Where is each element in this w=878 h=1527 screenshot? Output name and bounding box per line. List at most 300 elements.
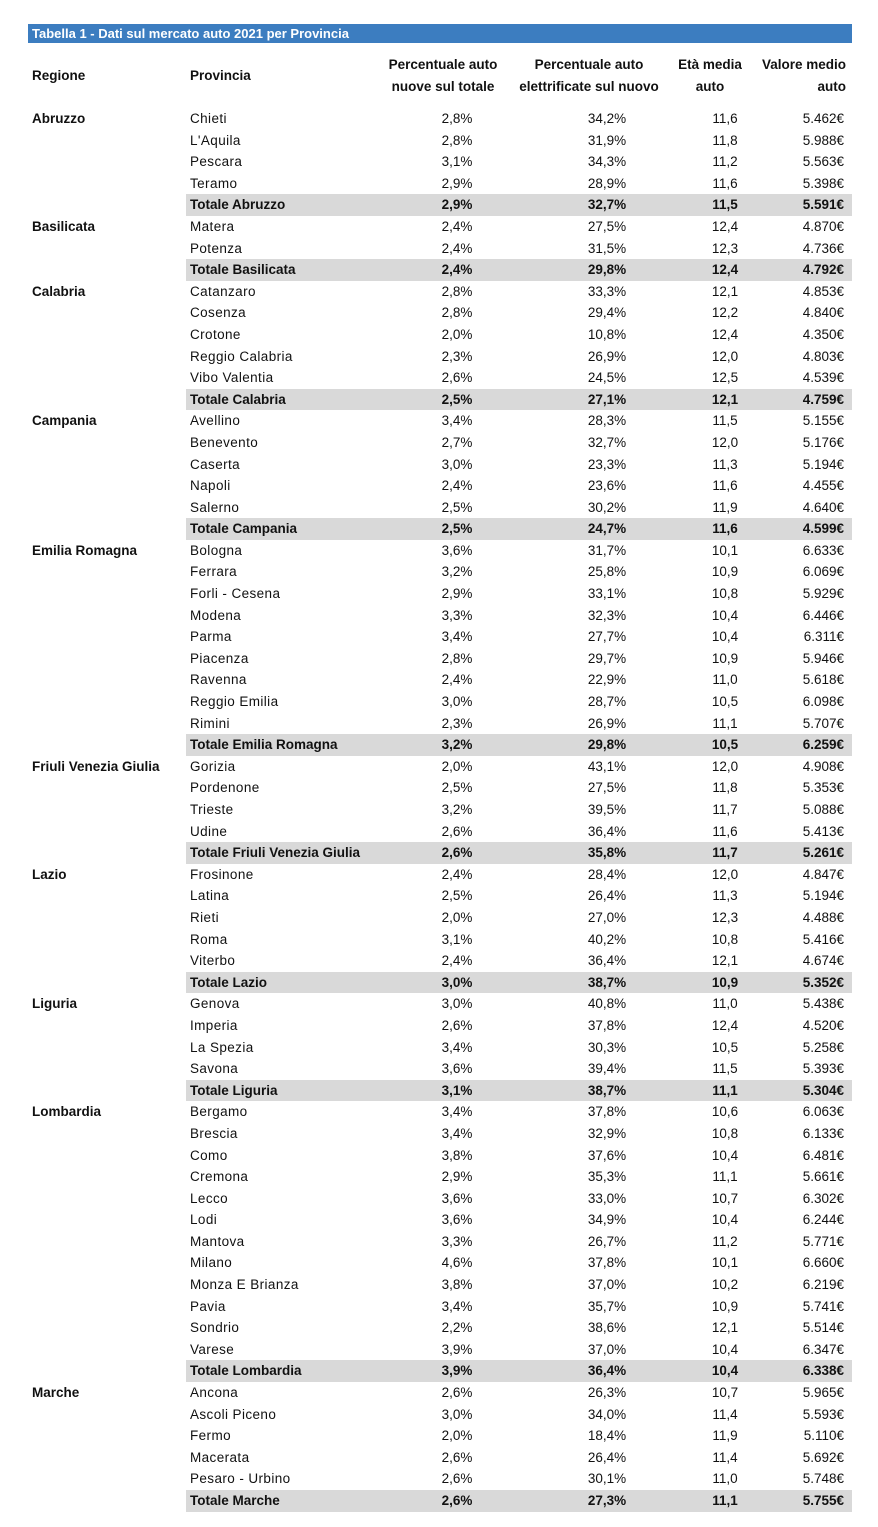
cell-provincia: Pescara <box>190 154 243 170</box>
cell-eta-media: 11,0 <box>712 996 738 1012</box>
cell-perc-nuove: 2,5% <box>441 888 473 904</box>
cell-eta-media: 10,9 <box>711 1298 739 1314</box>
cell-provincia: Totale Lombardia <box>186 1360 376 1382</box>
cell-eta-media: 10,4 <box>711 1341 739 1357</box>
cell-perc-nuove: 3,4% <box>441 1039 473 1055</box>
cell-perc-elettrificate: 34,3% <box>587 154 627 170</box>
cell-perc-elettrificate: 33,1% <box>587 586 627 602</box>
cell-regione <box>28 929 186 951</box>
cell-valore-medio: 6.063€ <box>802 1104 844 1120</box>
cell-provincia: Totale Calabria <box>186 389 376 411</box>
cell-valore-medio: 4.539€ <box>802 370 844 386</box>
cell-valore-medio: 5.661€ <box>802 1169 844 1185</box>
cell-eta-media: 12,5 <box>711 370 739 386</box>
cell-provincia: Potenza <box>190 240 243 256</box>
cell-provincia: Matera <box>190 218 235 234</box>
cell-perc-nuove: 3,9% <box>441 1341 473 1357</box>
cell-regione <box>28 238 186 260</box>
table-row <box>28 885 852 907</box>
cell-perc-elettrificate: 27,7% <box>587 629 627 645</box>
cell-provincia: Crotone <box>190 326 241 342</box>
table-row <box>28 691 852 713</box>
cell-provincia: Catanzaro <box>190 283 256 299</box>
cell-provincia: Ancona <box>190 1385 239 1401</box>
cell-perc-elettrificate: 32,3% <box>587 607 627 623</box>
cell-regione <box>28 626 186 648</box>
table-row <box>28 432 852 454</box>
cell-provincia: Savona <box>190 1061 239 1077</box>
cell-regione <box>28 151 186 173</box>
cell-perc-elettrificate: 28,7% <box>587 694 627 710</box>
table-row <box>28 454 852 476</box>
cell-perc-elettrificate: 37,8% <box>587 1017 627 1033</box>
cell-eta-media: 11,5 <box>712 1061 738 1077</box>
table-row <box>28 929 852 951</box>
cell-perc-nuove: 2,8% <box>441 111 473 126</box>
cell-provincia: Caserta <box>190 456 241 472</box>
total-row <box>28 734 852 756</box>
header-perc-elettrificate: Percentuale auto elettrificate sul nuovo <box>519 57 659 94</box>
cell-valore-medio: 5.194€ <box>802 888 844 904</box>
cell-eta-media: 10,4 <box>711 1147 739 1163</box>
cell-eta-media: 10,8 <box>711 931 739 947</box>
table-row <box>28 475 852 497</box>
cell-regione <box>28 1166 186 1188</box>
cell-provincia: Rimini <box>190 715 230 731</box>
cell-valore-medio: 4.674€ <box>802 953 844 969</box>
cell-perc-nuove: 3,2% <box>376 734 510 756</box>
cell-regione <box>28 885 186 907</box>
cell-eta-media: 12,1 <box>668 389 752 411</box>
cell-provincia: Ascoli Piceno <box>190 1406 277 1422</box>
cell-valore-medio: 4.736€ <box>802 240 844 256</box>
cell-provincia: Genova <box>190 996 240 1012</box>
cell-eta-media: 10,9 <box>711 650 739 666</box>
cell-provincia: Ravenna <box>190 672 247 688</box>
cell-regione <box>28 1209 186 1231</box>
cell-perc-nuove: 3,8% <box>441 1277 473 1293</box>
table-row <box>28 238 852 260</box>
cell-eta-media: 11,8 <box>712 780 738 796</box>
cell-perc-nuove: 3,9% <box>376 1360 510 1382</box>
cell-regione <box>28 669 186 691</box>
table-row <box>28 907 852 929</box>
cell-regione <box>28 173 186 195</box>
cell-perc-nuove: 3,2% <box>441 802 473 817</box>
cell-provincia: Viterbo <box>190 953 236 969</box>
table-row <box>28 1101 852 1123</box>
cell-perc-nuove: 3,3% <box>441 607 473 623</box>
cell-perc-nuove: 2,6% <box>441 1385 473 1401</box>
cell-perc-elettrificate: 32,9% <box>587 1125 627 1141</box>
cell-eta-media: 12,1 <box>711 283 739 299</box>
table-row <box>28 1123 852 1145</box>
cell-perc-elettrificate: 40,8% <box>587 996 627 1012</box>
cell-perc-elettrificate: 26,4% <box>587 1449 627 1465</box>
cell-eta-media: 11,6 <box>668 518 752 540</box>
cell-valore-medio: 5.748€ <box>802 1471 844 1487</box>
cell-eta-media: 12,0 <box>711 434 739 450</box>
table-row <box>28 648 852 670</box>
cell-regione <box>28 950 186 972</box>
cell-eta-media: 11,9 <box>712 1428 738 1444</box>
cell-perc-nuove: 3,1% <box>441 931 473 947</box>
table-row <box>28 605 852 627</box>
cell-perc-nuove: 3,8% <box>441 1147 473 1163</box>
cell-valore-medio: 4.847€ <box>802 866 844 882</box>
cell-perc-elettrificate: 10,8% <box>587 326 627 342</box>
table-row <box>28 864 852 886</box>
cell-eta-media: 11,4 <box>712 1406 738 1422</box>
header-perc-nuove: Percentuale auto nuove sul totale <box>388 57 498 94</box>
cell-eta-media: 10,8 <box>711 1125 739 1141</box>
cell-perc-elettrificate: 28,9% <box>587 175 627 191</box>
cell-regione <box>28 1447 186 1469</box>
table-row <box>28 410 852 432</box>
cell-perc-nuove: 3,1% <box>376 1080 510 1102</box>
cell-provincia: Salerno <box>190 499 240 515</box>
cell-perc-nuove: 2,4% <box>441 478 473 494</box>
cell-regione <box>28 713 186 735</box>
cell-valore-medio: 5.258€ <box>802 1039 844 1055</box>
cell-perc-elettrificate: 38,7% <box>510 1080 668 1102</box>
cell-valore-medio: 4.870€ <box>802 218 844 234</box>
cell-perc-nuove: 3,0% <box>376 972 510 994</box>
cell-valore-medio: 5.155€ <box>802 413 844 429</box>
cell-eta-media: 10,1 <box>711 542 739 558</box>
cell-valore-medio: 5.563€ <box>802 154 844 170</box>
cell-perc-nuove: 2,4% <box>441 866 473 882</box>
cell-perc-elettrificate: 36,4% <box>587 823 627 839</box>
cell-regione <box>28 1058 186 1080</box>
table-row <box>28 1296 852 1318</box>
cell-valore-medio: 5.353€ <box>802 780 844 796</box>
total-row <box>28 842 852 864</box>
header-eta-media: Età media auto <box>678 57 742 94</box>
cell-provincia: Teramo <box>190 175 238 191</box>
cell-regione <box>28 605 186 627</box>
cell-regione: Abruzzo <box>32 111 86 126</box>
table-row <box>28 950 852 972</box>
cell-perc-elettrificate: 32,7% <box>587 434 627 450</box>
cell-perc-nuove: 2,0% <box>441 758 473 774</box>
cell-perc-elettrificate: 23,3% <box>587 456 627 472</box>
cell-perc-elettrificate: 37,6% <box>587 1147 627 1163</box>
table-row <box>28 1015 852 1037</box>
cell-regione: Basilicata <box>32 218 96 234</box>
cell-regione <box>28 518 186 540</box>
cell-perc-elettrificate: 39,4% <box>587 1061 627 1077</box>
cell-eta-media: 11,5 <box>712 413 738 429</box>
cell-perc-elettrificate: 26,7% <box>587 1233 627 1249</box>
cell-perc-elettrificate: 26,9% <box>587 715 627 731</box>
cell-perc-elettrificate: 28,4% <box>587 866 627 882</box>
cell-regione <box>28 454 186 476</box>
cell-perc-nuove: 2,0% <box>441 326 473 342</box>
cell-regione <box>28 1468 186 1490</box>
cell-regione <box>28 1490 186 1512</box>
cell-regione <box>28 972 186 994</box>
cell-eta-media: 12,4 <box>711 1017 739 1033</box>
cell-valore-medio: 6.259€ <box>752 734 852 756</box>
cell-provincia: Macerata <box>190 1449 250 1465</box>
cell-eta-media: 10,9 <box>668 972 752 994</box>
total-row <box>28 389 852 411</box>
cell-perc-elettrificate: 24,7% <box>510 518 668 540</box>
cell-eta-media: 10,4 <box>668 1360 752 1382</box>
cell-eta-media: 10,8 <box>711 586 739 602</box>
cell-perc-nuove: 2,4% <box>441 218 473 234</box>
cell-perc-nuove: 2,4% <box>441 240 473 256</box>
cell-valore-medio: 4.840€ <box>802 305 844 321</box>
cell-perc-elettrificate: 34,2% <box>587 111 627 126</box>
table-row <box>28 1447 852 1469</box>
cell-perc-nuove: 2,6% <box>376 842 510 864</box>
cell-perc-elettrificate: 36,4% <box>587 953 627 969</box>
total-row <box>28 1360 852 1382</box>
cell-valore-medio: 5.413€ <box>802 823 844 839</box>
cell-valore-medio: 5.304€ <box>752 1080 852 1102</box>
cell-valore-medio: 6.098€ <box>802 694 844 710</box>
cell-provincia: Fermo <box>190 1428 232 1444</box>
cell-perc-nuove: 3,4% <box>441 1104 473 1120</box>
cell-perc-elettrificate: 18,4% <box>587 1428 627 1444</box>
cell-provincia: Totale Friuli Venezia Giulia <box>186 842 376 864</box>
cell-provincia: L'Aquila <box>190 132 241 148</box>
cell-valore-medio: 5.462€ <box>802 111 844 126</box>
cell-perc-nuove: 3,4% <box>441 1125 473 1141</box>
table-row <box>28 324 852 346</box>
cell-regione <box>28 1037 186 1059</box>
cell-valore-medio: 5.416€ <box>802 931 844 947</box>
cell-perc-elettrificate: 34,9% <box>587 1212 627 1228</box>
table-row <box>28 1188 852 1210</box>
cell-perc-nuove: 2,9% <box>441 1169 473 1185</box>
cell-perc-elettrificate: 30,3% <box>587 1039 627 1055</box>
cell-provincia: Udine <box>190 823 228 839</box>
table-container <box>28 24 852 1512</box>
cell-perc-nuove: 2,0% <box>441 909 473 925</box>
cell-provincia: Piacenza <box>190 650 249 666</box>
cell-perc-nuove: 2,6% <box>441 1017 473 1033</box>
cell-regione <box>28 1339 186 1361</box>
table-row <box>28 497 852 519</box>
table-row <box>28 1145 852 1167</box>
cell-regione <box>28 432 186 454</box>
table-row <box>28 756 852 778</box>
cell-provincia: Ferrara <box>190 564 238 580</box>
table-row <box>28 993 852 1015</box>
cell-perc-nuove: 2,3% <box>441 348 473 364</box>
table-row <box>28 108 852 130</box>
cell-perc-nuove: 2,0% <box>441 1428 473 1444</box>
cell-valore-medio: 4.455€ <box>802 478 844 494</box>
cell-regione <box>28 583 186 605</box>
cell-perc-nuove: 3,3% <box>441 1233 473 1249</box>
cell-eta-media: 11,0 <box>712 1471 738 1487</box>
cell-provincia: Totale Lazio <box>186 972 376 994</box>
cell-perc-nuove: 2,8% <box>441 132 473 148</box>
cell-eta-media: 11,4 <box>712 1449 738 1465</box>
cell-perc-elettrificate: 27,5% <box>587 218 627 234</box>
cell-perc-nuove: 3,4% <box>441 629 473 645</box>
table-row <box>28 1468 852 1490</box>
cell-eta-media: 12,3 <box>711 909 739 925</box>
cell-regione <box>28 734 186 756</box>
cell-valore-medio: 6.633€ <box>802 542 844 558</box>
cell-provincia: Totale Marche <box>186 1490 376 1512</box>
cell-valore-medio: 5.593€ <box>802 1406 844 1422</box>
total-row <box>28 1490 852 1512</box>
cell-perc-elettrificate: 28,3% <box>587 413 627 429</box>
cell-provincia: Latina <box>190 888 230 904</box>
cell-eta-media: 10,4 <box>711 629 739 645</box>
cell-valore-medio: 6.069€ <box>802 564 844 580</box>
table-row <box>28 1037 852 1059</box>
table-row <box>28 583 852 605</box>
cell-provincia: Pordenone <box>190 780 260 796</box>
cell-regione <box>28 907 186 929</box>
cell-perc-elettrificate: 27,5% <box>587 780 627 796</box>
cell-regione <box>28 259 186 281</box>
cell-eta-media: 10,6 <box>711 1104 739 1120</box>
cell-perc-nuove: 2,5% <box>441 780 473 796</box>
cell-valore-medio: 5.261€ <box>752 842 852 864</box>
cell-perc-nuove: 2,9% <box>376 194 510 216</box>
table-row <box>28 561 852 583</box>
cell-valore-medio: 5.398€ <box>802 175 844 191</box>
cell-eta-media: 12,4 <box>668 259 752 281</box>
cell-valore-medio: 5.755€ <box>752 1490 852 1512</box>
cell-perc-elettrificate: 35,8% <box>510 842 668 864</box>
cell-perc-elettrificate: 38,7% <box>510 972 668 994</box>
table-row <box>28 1058 852 1080</box>
cell-perc-elettrificate: 27,3% <box>510 1490 668 1512</box>
cell-valore-medio: 5.692€ <box>802 1449 844 1465</box>
cell-perc-nuove: 3,0% <box>441 1406 473 1422</box>
cell-perc-elettrificate: 37,8% <box>587 1255 627 1271</box>
cell-provincia: Lecco <box>190 1190 229 1206</box>
table-row <box>28 130 852 152</box>
cell-provincia: Totale Campania <box>186 518 376 540</box>
cell-perc-nuove: 3,6% <box>441 1061 473 1077</box>
cell-perc-elettrificate: 36,4% <box>510 1360 668 1382</box>
cell-eta-media: 11,3 <box>712 456 738 472</box>
cell-regione <box>28 691 186 713</box>
cell-perc-nuove: 3,2% <box>441 564 473 580</box>
cell-perc-nuove: 3,0% <box>441 996 473 1012</box>
table-row <box>28 821 852 843</box>
cell-perc-elettrificate: 29,7% <box>587 650 627 666</box>
cell-provincia: Monza E Brianza <box>190 1277 299 1293</box>
cell-valore-medio: 4.759€ <box>752 389 852 411</box>
cell-perc-nuove: 2,4% <box>441 953 473 969</box>
cell-eta-media: 10,5 <box>711 694 739 710</box>
cell-perc-nuove: 3,6% <box>441 1212 473 1228</box>
cell-valore-medio: 5.176€ <box>802 434 844 450</box>
cell-valore-medio: 5.988€ <box>802 132 844 148</box>
cell-valore-medio: 4.350€ <box>802 326 844 342</box>
cell-regione <box>28 1123 186 1145</box>
cell-eta-media: 12,1 <box>711 1320 739 1336</box>
cell-provincia: Brescia <box>190 1125 238 1141</box>
cell-eta-media: 11,3 <box>712 888 738 904</box>
cell-regione: Lazio <box>32 866 67 882</box>
cell-perc-elettrificate: 26,4% <box>587 888 627 904</box>
cell-provincia: Benevento <box>190 434 259 450</box>
table-row <box>28 777 852 799</box>
cell-perc-nuove: 2,6% <box>441 823 473 839</box>
cell-regione <box>28 648 186 670</box>
table-row <box>28 1252 852 1274</box>
cell-regione <box>28 777 186 799</box>
cell-valore-medio: 5.741€ <box>802 1298 844 1314</box>
cell-provincia: Trieste <box>190 802 234 817</box>
cell-valore-medio: 5.514€ <box>802 1320 844 1336</box>
cell-regione <box>28 475 186 497</box>
cell-regione <box>28 821 186 843</box>
cell-provincia: Frosinone <box>190 866 254 882</box>
cell-regione: Calabria <box>32 283 86 299</box>
cell-perc-elettrificate: 38,6% <box>587 1320 627 1336</box>
cell-perc-elettrificate: 22,9% <box>587 672 627 688</box>
cell-perc-nuove: 2,5% <box>441 499 473 515</box>
cell-provincia: Bologna <box>190 542 243 558</box>
cell-valore-medio: 5.965€ <box>802 1385 844 1401</box>
cell-eta-media: 10,5 <box>668 734 752 756</box>
cell-regione <box>28 302 186 324</box>
table-row <box>28 1209 852 1231</box>
table-row <box>28 626 852 648</box>
cell-valore-medio: 4.488€ <box>802 909 844 925</box>
cell-perc-elettrificate: 39,5% <box>587 802 627 817</box>
cell-eta-media: 11,6 <box>712 175 738 191</box>
cell-eta-media: 11,0 <box>712 672 738 688</box>
cell-regione: Liguria <box>32 996 78 1012</box>
cell-provincia: Totale Liguria <box>186 1080 376 1102</box>
cell-perc-nuove: 3,0% <box>441 694 473 710</box>
cell-perc-nuove: 2,6% <box>441 1471 473 1487</box>
cell-eta-media: 11,6 <box>712 823 738 839</box>
cell-valore-medio: 6.311€ <box>803 629 844 645</box>
table-row <box>28 669 852 691</box>
cell-provincia: Avellino <box>190 413 241 429</box>
cell-eta-media: 12,2 <box>711 305 739 321</box>
table-row <box>28 151 852 173</box>
cell-perc-nuove: 2,6% <box>376 1490 510 1512</box>
cell-eta-media: 10,1 <box>711 1255 739 1271</box>
cell-valore-medio: 6.660€ <box>802 1255 844 1271</box>
cell-valore-medio: 4.853€ <box>802 283 844 299</box>
cell-regione <box>28 1425 186 1447</box>
table-row <box>28 1166 852 1188</box>
total-row <box>28 194 852 216</box>
cell-provincia: Como <box>190 1147 228 1163</box>
cell-provincia: Milano <box>190 1255 233 1271</box>
cell-provincia: Mantova <box>190 1233 245 1249</box>
cell-valore-medio: 5.110€ <box>803 1428 844 1444</box>
cell-perc-nuove: 2,8% <box>441 305 473 321</box>
cell-regione <box>28 324 186 346</box>
cell-perc-elettrificate: 26,9% <box>587 348 627 364</box>
cell-perc-nuove: 2,6% <box>441 370 473 386</box>
cell-provincia: Roma <box>190 931 228 947</box>
cell-valore-medio: 6.446€ <box>802 607 844 623</box>
cell-regione: Lombardia <box>32 1104 102 1120</box>
cell-regione: Emilia Romagna <box>32 542 138 558</box>
cell-perc-elettrificate: 29,4% <box>587 305 627 321</box>
cell-regione <box>28 497 186 519</box>
